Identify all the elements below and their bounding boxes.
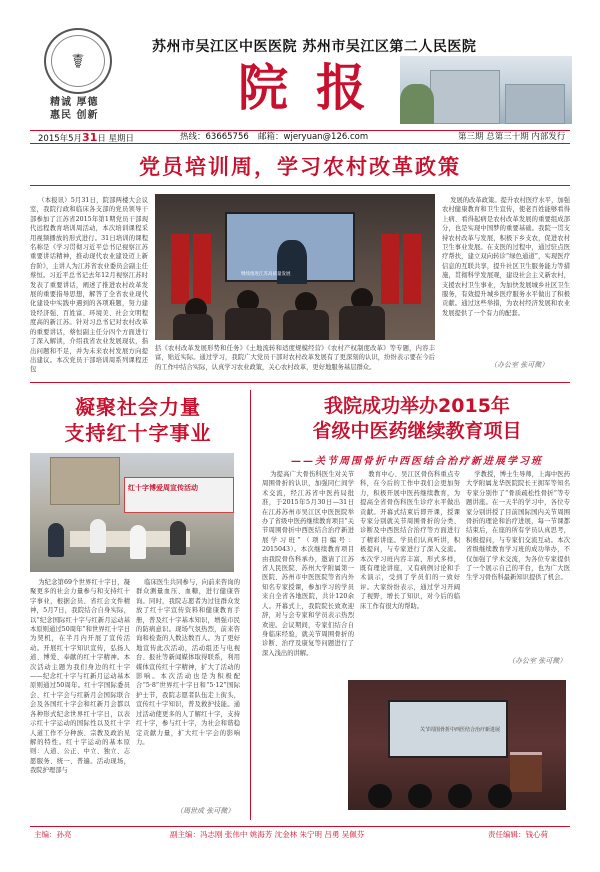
article2-photo-banner: 红十字博爱周宣传活动 bbox=[128, 484, 198, 492]
article3-headline bbox=[262, 394, 572, 444]
article2-col1: 为纪念第69个世界红十字日，凝聚更多的社会力量参与和支持红十字事业，根据会员、省红会文件精神，5月7日，我院结合自身实际，以“纪念国际红十字与红新月运动基本原则通过50周年”和世界红十字日为契机，在半月内开展了宣传活动。开展红十字知识宣传，弘扬人道、博爱、奉献的红十字精神。本次活动主题为我们身边的红十字——纪念红十字与红新月运动基本原则通过50周年。红十字国际委员会、红十字会与红新月会国际联合会及各国红十字会和红新月会都以各种形式纪念世界红十字日，以表示红十字运动的国际性以及红十字人道工作不分种族、宗教及政治见解的特性。红十字运动的基本原则：人道、公正、中立、独立、志愿服务、统一、普遍。活动现场，我院护理部与 bbox=[30, 579, 130, 775]
article1-byline: （办公室 张可微） bbox=[490, 361, 549, 369]
issue-bar bbox=[30, 130, 570, 144]
hotline: 热线：63665756 bbox=[180, 132, 249, 142]
article1-photo-caption: 继续推进江苏高质量发展 bbox=[241, 272, 291, 277]
motto-line-2: 惠民 创新 bbox=[50, 110, 99, 121]
editor-in-chief: 主编：孙亮 bbox=[34, 830, 72, 839]
article3-byline: （办公室 张可微） bbox=[508, 657, 567, 665]
issue-date: 2015年5月31日 星期日 bbox=[38, 131, 135, 144]
paper-name: 院报 bbox=[238, 58, 394, 117]
article3-col2: 教育中心、吴江区骨伤科重点专科，在今后的工作中我们会更加努力，积极开展中医药继续教育，为提高全省骨伤科医生诊疗水平做出贡献。开幕式结束后即开课，授课专家分别就关节周围骨折的分类、诊断及中西医结合治疗等方面进行了精彩讲座。学员们认真听讲，积极提问，与专家进行了深入交流。本次学习班内容丰富，形式多样，既有理论讲座，又有病例讨论和手术演示，受到了学员们的一致好评。大家纷纷表示，通过学习开阔了视野，增长了知识，对今后的临床工作有很大的帮助。 bbox=[360, 471, 460, 610]
article1-photo bbox=[155, 194, 435, 340]
article2-headline-line1: 凝聚社会力量 bbox=[75, 395, 201, 419]
responsible-editor: 责任编辑：钱心荷 bbox=[488, 830, 548, 839]
footer bbox=[30, 826, 570, 842]
article2-headline-line2: 支持红十字事业 bbox=[64, 421, 212, 445]
article1-headline: 党员培训周，学习农村改革政策 bbox=[30, 150, 570, 186]
article3-photo bbox=[348, 680, 566, 810]
issue-number: 第三期 总第三十期 内部发行 bbox=[458, 132, 566, 142]
hospital-names: 苏州市吴江区中医医院 苏州市吴江区第二人民医院 bbox=[152, 39, 477, 55]
deputy-editors: 副主编：冯志刚 张伟中 姚海芳 沈金林 朱宁明 吕勇 吴佩芬 bbox=[170, 830, 365, 839]
hospital-logo bbox=[44, 28, 112, 94]
article3-subhead: ——关节周围骨折中西医结合治疗新进展学习班 bbox=[291, 456, 543, 467]
caduceus-icon: ☤ bbox=[51, 35, 105, 87]
article3-headline-line1: 我院成功举办2015年 bbox=[324, 395, 510, 417]
article2-byline: （周世成 张可微） bbox=[176, 807, 235, 815]
issue-date-day: 31 bbox=[82, 131, 98, 144]
article3-photo-caption: 关节周围骨折中西医结合治疗新进展 bbox=[420, 727, 501, 733]
article2-headline bbox=[38, 394, 238, 446]
hospital-building-image bbox=[400, 56, 572, 124]
article3-col1: 为提高广大骨伤科医生对关节周围骨折的认识，加强同仁间学术交流，经江苏省中医药局批准，于2015年5月30日—31日在江苏苏州市吴江区中医医院举办了省级中医药继续教育项目“关节周围骨折中西医结合治疗新进展学习班”（项目编号：2015043）。本次继续教育项目由我院骨伤科承办，邀请了江苏省人民医院、苏州大学附属第一医院、苏州市中医医院等省内外知名专家授课，参加学习的学员来自全省各地医院，共计120余人。开幕式上，我院院长致欢迎辞，对与会专家和学员表示热烈欢迎。会议期间，专家们结合自身临床经验，就关节周围骨折的诊断、治疗及康复等问题进行了深入浅出的讲解。 bbox=[262, 471, 354, 657]
hospital-motto bbox=[50, 96, 98, 122]
article3-col3: 学教授，博士生导师，上海中医药大学附属龙华医院院长王拥军等知名专家分别作了“骨质疏松性骨折”等专题讲座。在一天半的学习中，各位专家分别讲授了目前国际国内关节周围骨折的理论和治疗进展，每一节课都结束后，在座的所有学员认真思考，积极提问，与专家们交流互动。本次省级继续教育学习班的成功举办，不仅加强了学术交流，为各位专家提供了一个展示自己的平台，也为广大医生学习骨伤科最新知识提供了机会。 bbox=[466, 471, 570, 582]
article3-headline-line2: 省级中医药继续教育项目 bbox=[312, 420, 522, 442]
article1-col3: 发展的改革政策。提升农村医疗水平，加强农村健康教育和卫生宣传，使老百姓能够看得上病、看得起病是农村改革发展的重要组成部分，也是实现中国梦的重要基础。我院一贯支持农村改革与发展，积极下乡支农，促进农村卫生事业发展。在支医的过程中，通过驻点医疗帮扶，建立双向转诊“绿色通道”，实现医疗信息的互联共享，提升社区卫生服务能力等措施，贯彻科学发展观，建设社会主义新农村，支援农村卫生事业，为加快发展城乡社区卫生服务，有效提升城乡医疗服务水平做出了积极贡献。通过这些举措，为农村经济发展和农业发展提供了一个有力的配套。 bbox=[442, 197, 570, 317]
article2-col2: 临床医生共同参与，向前来咨询的群众测量血压、血糖，进行健康咨询。同时，我院志愿者为过往群众发放了红十字宣传资料和健康教育手册，普及红十字基本知识，增强市民的防病意识。现场气氛热烈，前来咨询和检查的人数达数百人。为了更好地宣传此次活动，活动组还与电视台、报社等新闻媒体取得联系，利用媒体宣传红十字精神，扩大了活动的影响。本次活动也是为积极配合“5·8”世界红十字日和“5·12”国际护士节，我院志愿者队伍走上街头，宣传红十字知识，普及救护技能。通过活动使更多的人了解红十字，支持红十字，参与红十字，为社会和谐稳定贡献力量，扩大红十字会的影响力。 bbox=[136, 579, 240, 746]
article2-photo bbox=[30, 453, 234, 572]
article1-col2: 括《农村改革发展形势和任务》《土地流转和适度规模经营》《农村产权制度改革》等专题，内容丰富，贴近实际。通过学习，我院广大党员干部对农村改革发展有了更深刻的认识，纷纷表示要在今后的工作中结合实际，认真学习农业政策，关心农村改革，更好地服务基层群众。 bbox=[155, 345, 435, 371]
article1-col1: （本报讯）5月31日，院部两楼大会议室，我院行政和临床各支部的党员领导干部参加了江苏省2015年第1期党员干部现代远程教育培训周活动，本次培训课程采用视频播放的形式进行。31日培训的课程名称是《学习贯彻习近平总书记视察江苏重要讲话精神，推动现代农业建设迈上新台阶》，主讲人为江苏省农业委员会副主任蔡恒。习近平总书记去年12月视察江苏时发表了重要讲话，阐述了推进农村改革发展的重要指导思想，解答了全省农业现代化建设中实践中遇到的各项难题，努力建设经济强、百姓富、环境美、社会文明程度高的新江苏。针对习总书记对农村改革的重要讲话，蔡恒副主任分四个方面进行了深入解读，介绍我省农业发展现状，指出问题和不足，并为未来农村发展方向提出建议。本次党员干部培训周系列课程还包 bbox=[30, 197, 148, 374]
email: 邮箱：wjeryuan@126.com bbox=[258, 132, 369, 142]
motto-line-1: 精诚 厚德 bbox=[50, 97, 99, 108]
